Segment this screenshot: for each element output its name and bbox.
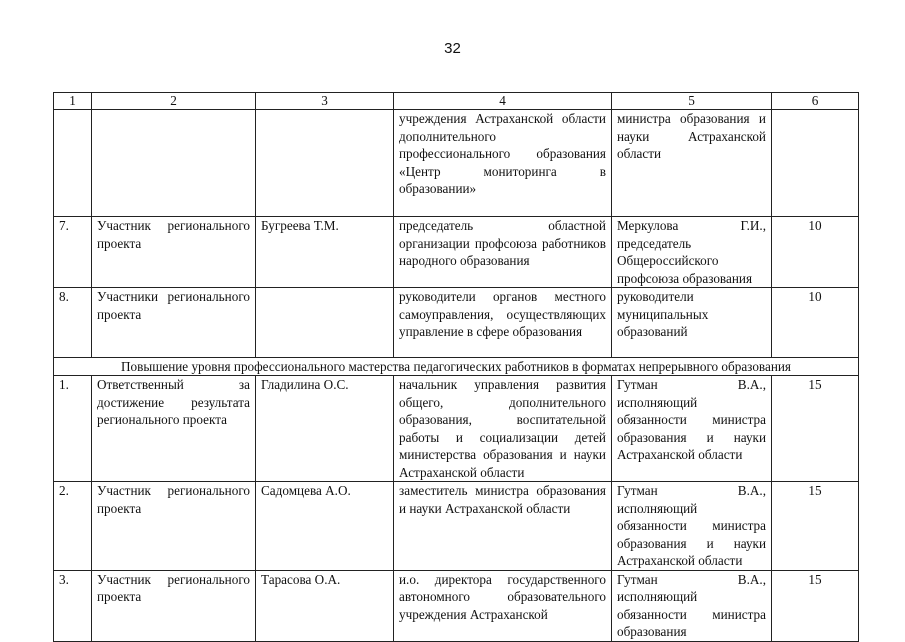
- participant-position: руководители органов местного самоуправления, осуществляющих управление в сфере образования: [394, 288, 612, 358]
- table-row: [54, 288, 859, 358]
- participant-role: Участник регионального проекта: [92, 482, 256, 571]
- row-number: 2.: [54, 482, 92, 571]
- participant-role: [92, 110, 256, 217]
- direct-supervisor: Меркулова Г.И., председатель Общероссийского профсоюза образования: [612, 217, 772, 288]
- row-number: 8.: [54, 288, 92, 358]
- direct-supervisor: руководители муниципальных образований: [612, 288, 772, 358]
- participant-name: [256, 288, 394, 358]
- column-header: 3: [256, 93, 394, 110]
- participant-name: Бугреева Т.М.: [256, 217, 394, 288]
- table-row: [54, 570, 859, 641]
- participant-position: заместитель министра образования и науки Астраханской области: [394, 482, 612, 571]
- section-header-row: [54, 358, 859, 376]
- participant-role: Участники регионального проекта: [92, 288, 256, 358]
- section-title: Повышение уровня профессионального мастерства педагогических работников в форматах непрерывного образования: [54, 358, 859, 376]
- row-number: 7.: [54, 217, 92, 288]
- participant-position: начальник управления развития общего, дополнительного образования, воспитательной работы и социализации детей министерства образования и науки Астраханской области: [394, 376, 612, 482]
- involvement-value: 15: [772, 570, 859, 641]
- table-row: [54, 217, 859, 288]
- table-row: [54, 110, 859, 217]
- column-header: 6: [772, 93, 859, 110]
- involvement-value: 15: [772, 482, 859, 571]
- column-header: 2: [92, 93, 256, 110]
- involvement-value: 15: [772, 376, 859, 482]
- involvement-value: 10: [772, 288, 859, 358]
- participant-name: Садомцева А.О.: [256, 482, 394, 571]
- participant-position: и.о. директора государственного автономного образовательного учреждения Астраханской: [394, 570, 612, 641]
- column-header: 4: [394, 93, 612, 110]
- direct-supervisor: Гутман В.А., исполняющий обязанности министра образования и науки Астраханской области: [612, 376, 772, 482]
- row-number: 3.: [54, 570, 92, 641]
- direct-supervisor: Гутман В.А., исполняющий обязанности министра образования и науки Астраханской области: [612, 482, 772, 571]
- row-number: [54, 110, 92, 217]
- involvement-value: 10: [772, 217, 859, 288]
- participant-role: Участник регионального проекта: [92, 570, 256, 641]
- column-header: 5: [612, 93, 772, 110]
- participant-name: Тарасова О.А.: [256, 570, 394, 641]
- participant-name: [256, 110, 394, 217]
- participant-role: Ответственный за достижение результата регионального проекта: [92, 376, 256, 482]
- participant-role: Участник регионального проекта: [92, 217, 256, 288]
- participant-name: Гладилина О.С.: [256, 376, 394, 482]
- involvement-value: [772, 110, 859, 217]
- table-row: [54, 376, 859, 482]
- direct-supervisor: Гутман В.А., исполняющий обязанности министра образования: [612, 570, 772, 641]
- project-participants-table: [53, 92, 859, 642]
- row-number: 1.: [54, 376, 92, 482]
- column-header: 1: [54, 93, 92, 110]
- direct-supervisor: министра образования и науки Астраханской области: [612, 110, 772, 217]
- participant-position: учреждения Астраханской области дополнительного профессионального образования «Центр мониторинга в образовании»: [394, 110, 612, 217]
- column-number-row: [54, 93, 859, 110]
- participant-position: председатель областной организации профсоюза работников народного образования: [394, 217, 612, 288]
- table-row: [54, 482, 859, 571]
- page-number: 32: [444, 40, 461, 57]
